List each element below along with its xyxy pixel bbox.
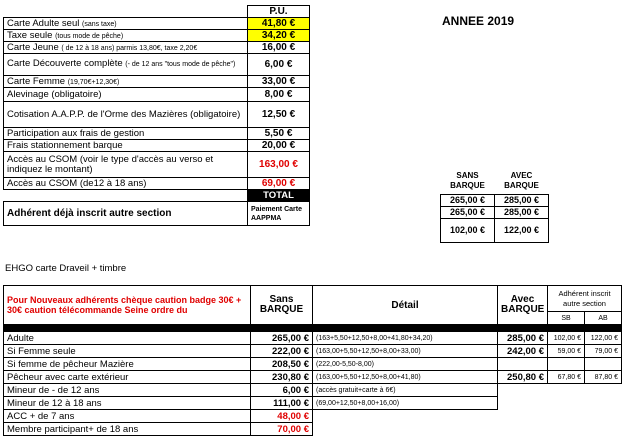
totals-row <box>441 206 549 218</box>
sb-value: 67,80 € <box>548 371 585 384</box>
avec-value: 122,00 € <box>495 218 549 242</box>
sb-value: 59,00 € <box>548 345 585 358</box>
sans-header: Sans BARQUE <box>251 286 313 325</box>
row-label: Pêcheur avec carte extérieur <box>4 371 251 384</box>
row-note: (19,70€+12,30€) <box>67 79 120 86</box>
table-row <box>4 423 622 436</box>
table-row <box>4 358 622 371</box>
ab-value: 122,00 € <box>585 332 622 345</box>
totals-table <box>440 168 549 243</box>
ab-value: 87,80 € <box>585 371 622 384</box>
adherent-label: Adhérent déjà inscrit autre section <box>4 202 248 226</box>
sb-value <box>548 410 585 423</box>
row-label: Accès au CSOM (voir le type d'accès au verso et indiquez le montant) <box>4 152 248 178</box>
row-label: Mineur de 12 à 18 ans <box>4 397 251 410</box>
row-price: 163,00 € <box>248 152 310 178</box>
price-row <box>4 152 310 178</box>
row-label: Participation aux frais de gestion <box>4 128 248 140</box>
sans-value: 265,00 € <box>441 206 495 218</box>
row-note: (- de 12 ans "tous mode de pêche") <box>125 61 236 68</box>
price-row <box>4 178 310 190</box>
detail-value: (222,00-5,50-8,00) <box>313 358 498 371</box>
detail-value <box>313 410 498 423</box>
ab-header: AB <box>585 312 622 325</box>
avec-header: Avec BARQUE <box>498 286 548 325</box>
price-row <box>4 140 310 152</box>
totals-row <box>441 218 549 242</box>
avec-value <box>498 423 548 436</box>
avec-value: 250,80 € <box>498 371 548 384</box>
sans-value: 222,00 € <box>251 345 313 358</box>
sans-value: 208,50 € <box>251 358 313 371</box>
ab-value <box>585 397 622 410</box>
sb-value <box>548 384 585 397</box>
row-price: 34,20 € <box>248 30 310 42</box>
avec-value <box>498 410 548 423</box>
row-label: Cotisation A.A.P.P. de l'Orme des Mazières (obligatoire) <box>4 102 248 128</box>
paiement-label: Paiement Carte AAPPMA <box>248 202 310 226</box>
sb-value <box>548 397 585 410</box>
row-label: Si femme de pêcheur Mazière <box>4 358 251 371</box>
sb-header: SB <box>548 312 585 325</box>
price-row <box>4 30 310 42</box>
row-price: 5,50 € <box>248 128 310 140</box>
ab-value <box>585 423 622 436</box>
row-price: 33,00 € <box>248 76 310 88</box>
sans-value: 6,00 € <box>251 384 313 397</box>
row-label: Taxe seule <box>7 30 53 41</box>
detail-value: (163,00+5,50+12,50+8,00+33,00) <box>313 345 498 358</box>
detail-value: (accès gratuit+carte à 6€) <box>313 384 498 397</box>
total-label: TOTAL <box>248 190 310 202</box>
price-row <box>4 42 310 54</box>
ab-value: 79,00 € <box>585 345 622 358</box>
sb-value <box>548 423 585 436</box>
year-title: ANNEE 2019 <box>442 14 515 28</box>
row-label: Mineur de - de 12 ans <box>4 384 251 397</box>
row-label: Si Femme seule <box>4 345 251 358</box>
ab-value <box>585 358 622 371</box>
row-label: Carte Adulte seul <box>7 18 80 29</box>
sans-value: 265,00 € <box>251 332 313 345</box>
sans-value: 102,00 € <box>441 218 495 242</box>
table-row <box>4 371 622 384</box>
price-row <box>4 18 310 30</box>
totals-row <box>441 194 549 206</box>
sans-value: 48,00 € <box>251 410 313 423</box>
price-row <box>4 102 310 128</box>
avec-value <box>498 397 548 410</box>
row-price: 41,80 € <box>248 18 310 30</box>
price-row <box>4 76 310 88</box>
row-label: Carte Jeune <box>7 42 59 53</box>
row-label: Carte Femme <box>7 76 66 87</box>
sans-value: 230,80 € <box>251 371 313 384</box>
avec-value <box>498 384 548 397</box>
sans-value: 111,00 € <box>251 397 313 410</box>
avec-value: 285,00 € <box>495 194 549 206</box>
price-table <box>3 5 310 226</box>
row-note: (sans taxe) <box>82 21 117 28</box>
ehgo-line: EHGO carte Draveil + timbre <box>5 263 127 274</box>
row-price: 12,50 € <box>248 102 310 128</box>
sans-barque-header: SANS BARQUE <box>450 170 485 190</box>
row-price: 20,00 € <box>248 140 310 152</box>
detail-header: Détail <box>313 286 498 325</box>
table-row <box>4 397 622 410</box>
red-header: Pour Nouveaux adhérents chèque caution badge 30€ + 30€ caution télécommande Seine ordre du <box>4 286 251 325</box>
row-note: (tous mode de pêche) <box>55 33 124 40</box>
detail-value <box>313 423 498 436</box>
row-price: 6,00 € <box>248 54 310 76</box>
detail-value: (163+5,50+12,50+8,00+41,80+34,20) <box>313 332 498 345</box>
price-row <box>4 128 310 140</box>
row-note: ( de 12 à 18 ans) parmis 13,80€, taxe 2,20€ <box>61 45 198 52</box>
sb-value: 102,00 € <box>548 332 585 345</box>
row-price: 69,00 € <box>248 178 310 190</box>
ab-value <box>585 410 622 423</box>
table-row <box>4 410 622 423</box>
row-label: Adulte <box>4 332 251 345</box>
row-label: Alevinage (obligatoire) <box>4 88 248 102</box>
row-label: Membre participant+ de 18 ans <box>4 423 251 436</box>
sb-value <box>548 358 585 371</box>
avec-value: 285,00 € <box>498 332 548 345</box>
row-price: 8,00 € <box>248 88 310 102</box>
price-row <box>4 54 310 76</box>
sans-value: 70,00 € <box>251 423 313 436</box>
table-row <box>4 332 622 345</box>
sans-value: 265,00 € <box>441 194 495 206</box>
table-row <box>4 384 622 397</box>
pu-header: P.U. <box>248 6 310 18</box>
row-label: Frais stationnement barque <box>4 140 248 152</box>
row-label: Accès au CSOM (de12 à 18 ans) <box>4 178 248 190</box>
row-price: 16,00 € <box>248 42 310 54</box>
row-label: Carte Découverte complète <box>7 58 123 69</box>
black-divider <box>4 325 622 332</box>
avec-value: 242,00 € <box>498 345 548 358</box>
table-row <box>4 345 622 358</box>
price-row <box>4 88 310 102</box>
adherent-header: Adhérent inscrit autre section <box>548 286 622 312</box>
detail-value: (163,00+5,50+12,50+8,00+41,80) <box>313 371 498 384</box>
row-label: ACC + de 7 ans <box>4 410 251 423</box>
avec-value: 285,00 € <box>495 206 549 218</box>
ab-value <box>585 384 622 397</box>
detail-table <box>3 285 622 436</box>
detail-value: (69,00+12,50+8,00+16,00) <box>313 397 498 410</box>
avec-barque-header: AVEC BARQUE <box>504 170 539 190</box>
avec-value <box>498 358 548 371</box>
